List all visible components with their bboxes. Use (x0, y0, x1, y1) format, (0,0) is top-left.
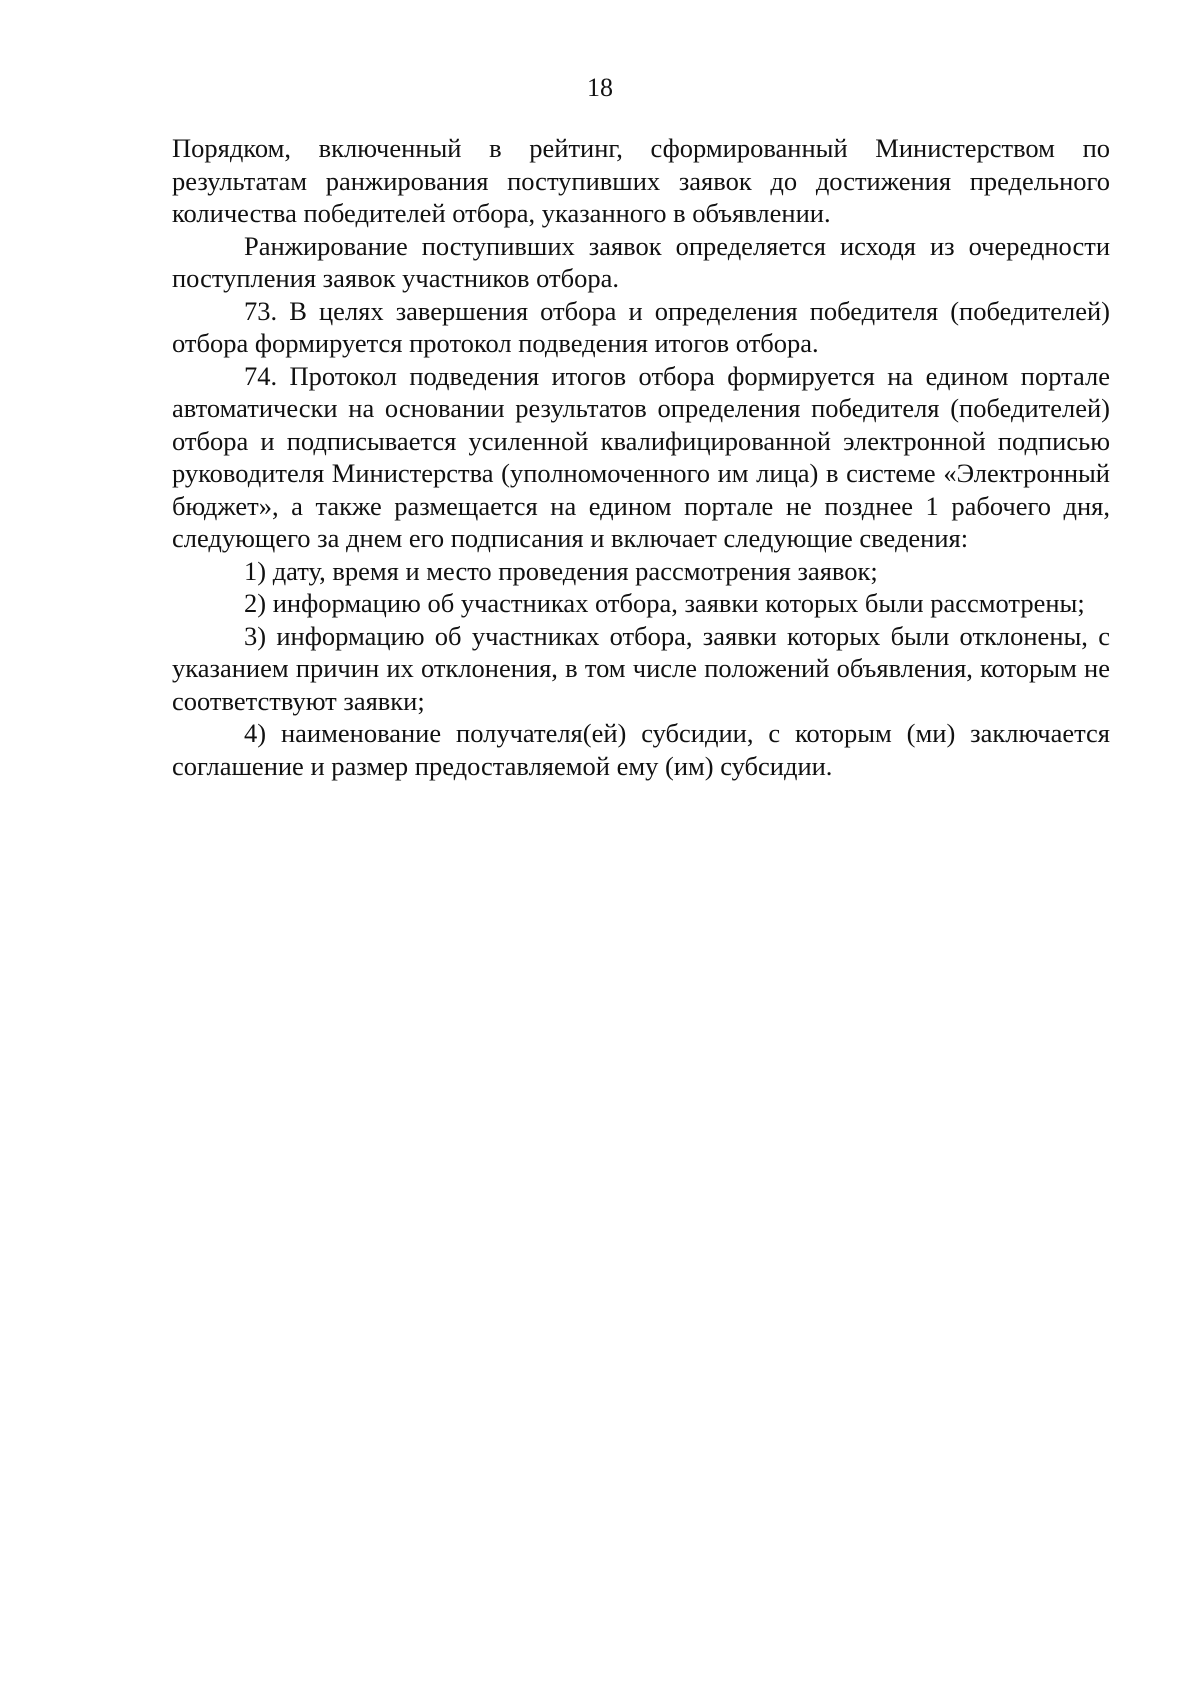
paragraph-ranking-rule: Ранжирование поступивших заявок определяется исходя из очередности поступления заявок участников отбора. (172, 230, 1110, 293)
paragraph-clause-73: 73. В целях завершения отбора и определения победителя (победителей) отбора формируется протокол подведения итогов отбора. (172, 295, 1110, 358)
list-item-3: 3) информацию об участниках отбора, заявки которых были отклонены, с указанием причин их отклонения, в том числе положений объявления, которым не соответствуют заявки; (172, 620, 1110, 716)
paragraph-ranking-order: Порядком, включенный в рейтинг, сформированный Министерством по результатам ранжирования поступивших заявок до достижения предельного количества победителей отбора, указанного в объявлении. (172, 133, 1110, 228)
document-body (172, 132, 1110, 782)
list-item-4: 4) наименование получателя(ей) субсидии, с которым (ми) заключается соглашение и размер предоставляемой ему (им) субсидии. (172, 718, 1110, 781)
list-item-2: 2) информацию об участниках отбора, заявки которых были рассмотрены; (244, 588, 1085, 618)
page-number: 18 (587, 73, 613, 102)
paragraph-clause-74: 74. Протокол подведения итогов отбора формируется на едином портале автоматически на основании результатов определения победителя (победителей) отбора и подписывается усиленной квалифицированной электронной подписью руководителя Министерства (уполномоченного им лица) в системе «Электронный бюджет», а также размещается на едином портале не позднее 1 рабочего дня, следующего за днем его подписания и включает следующие сведения: (172, 360, 1110, 553)
list-item-1: 1) дату, время и место проведения рассмотрения заявок; (244, 555, 878, 586)
